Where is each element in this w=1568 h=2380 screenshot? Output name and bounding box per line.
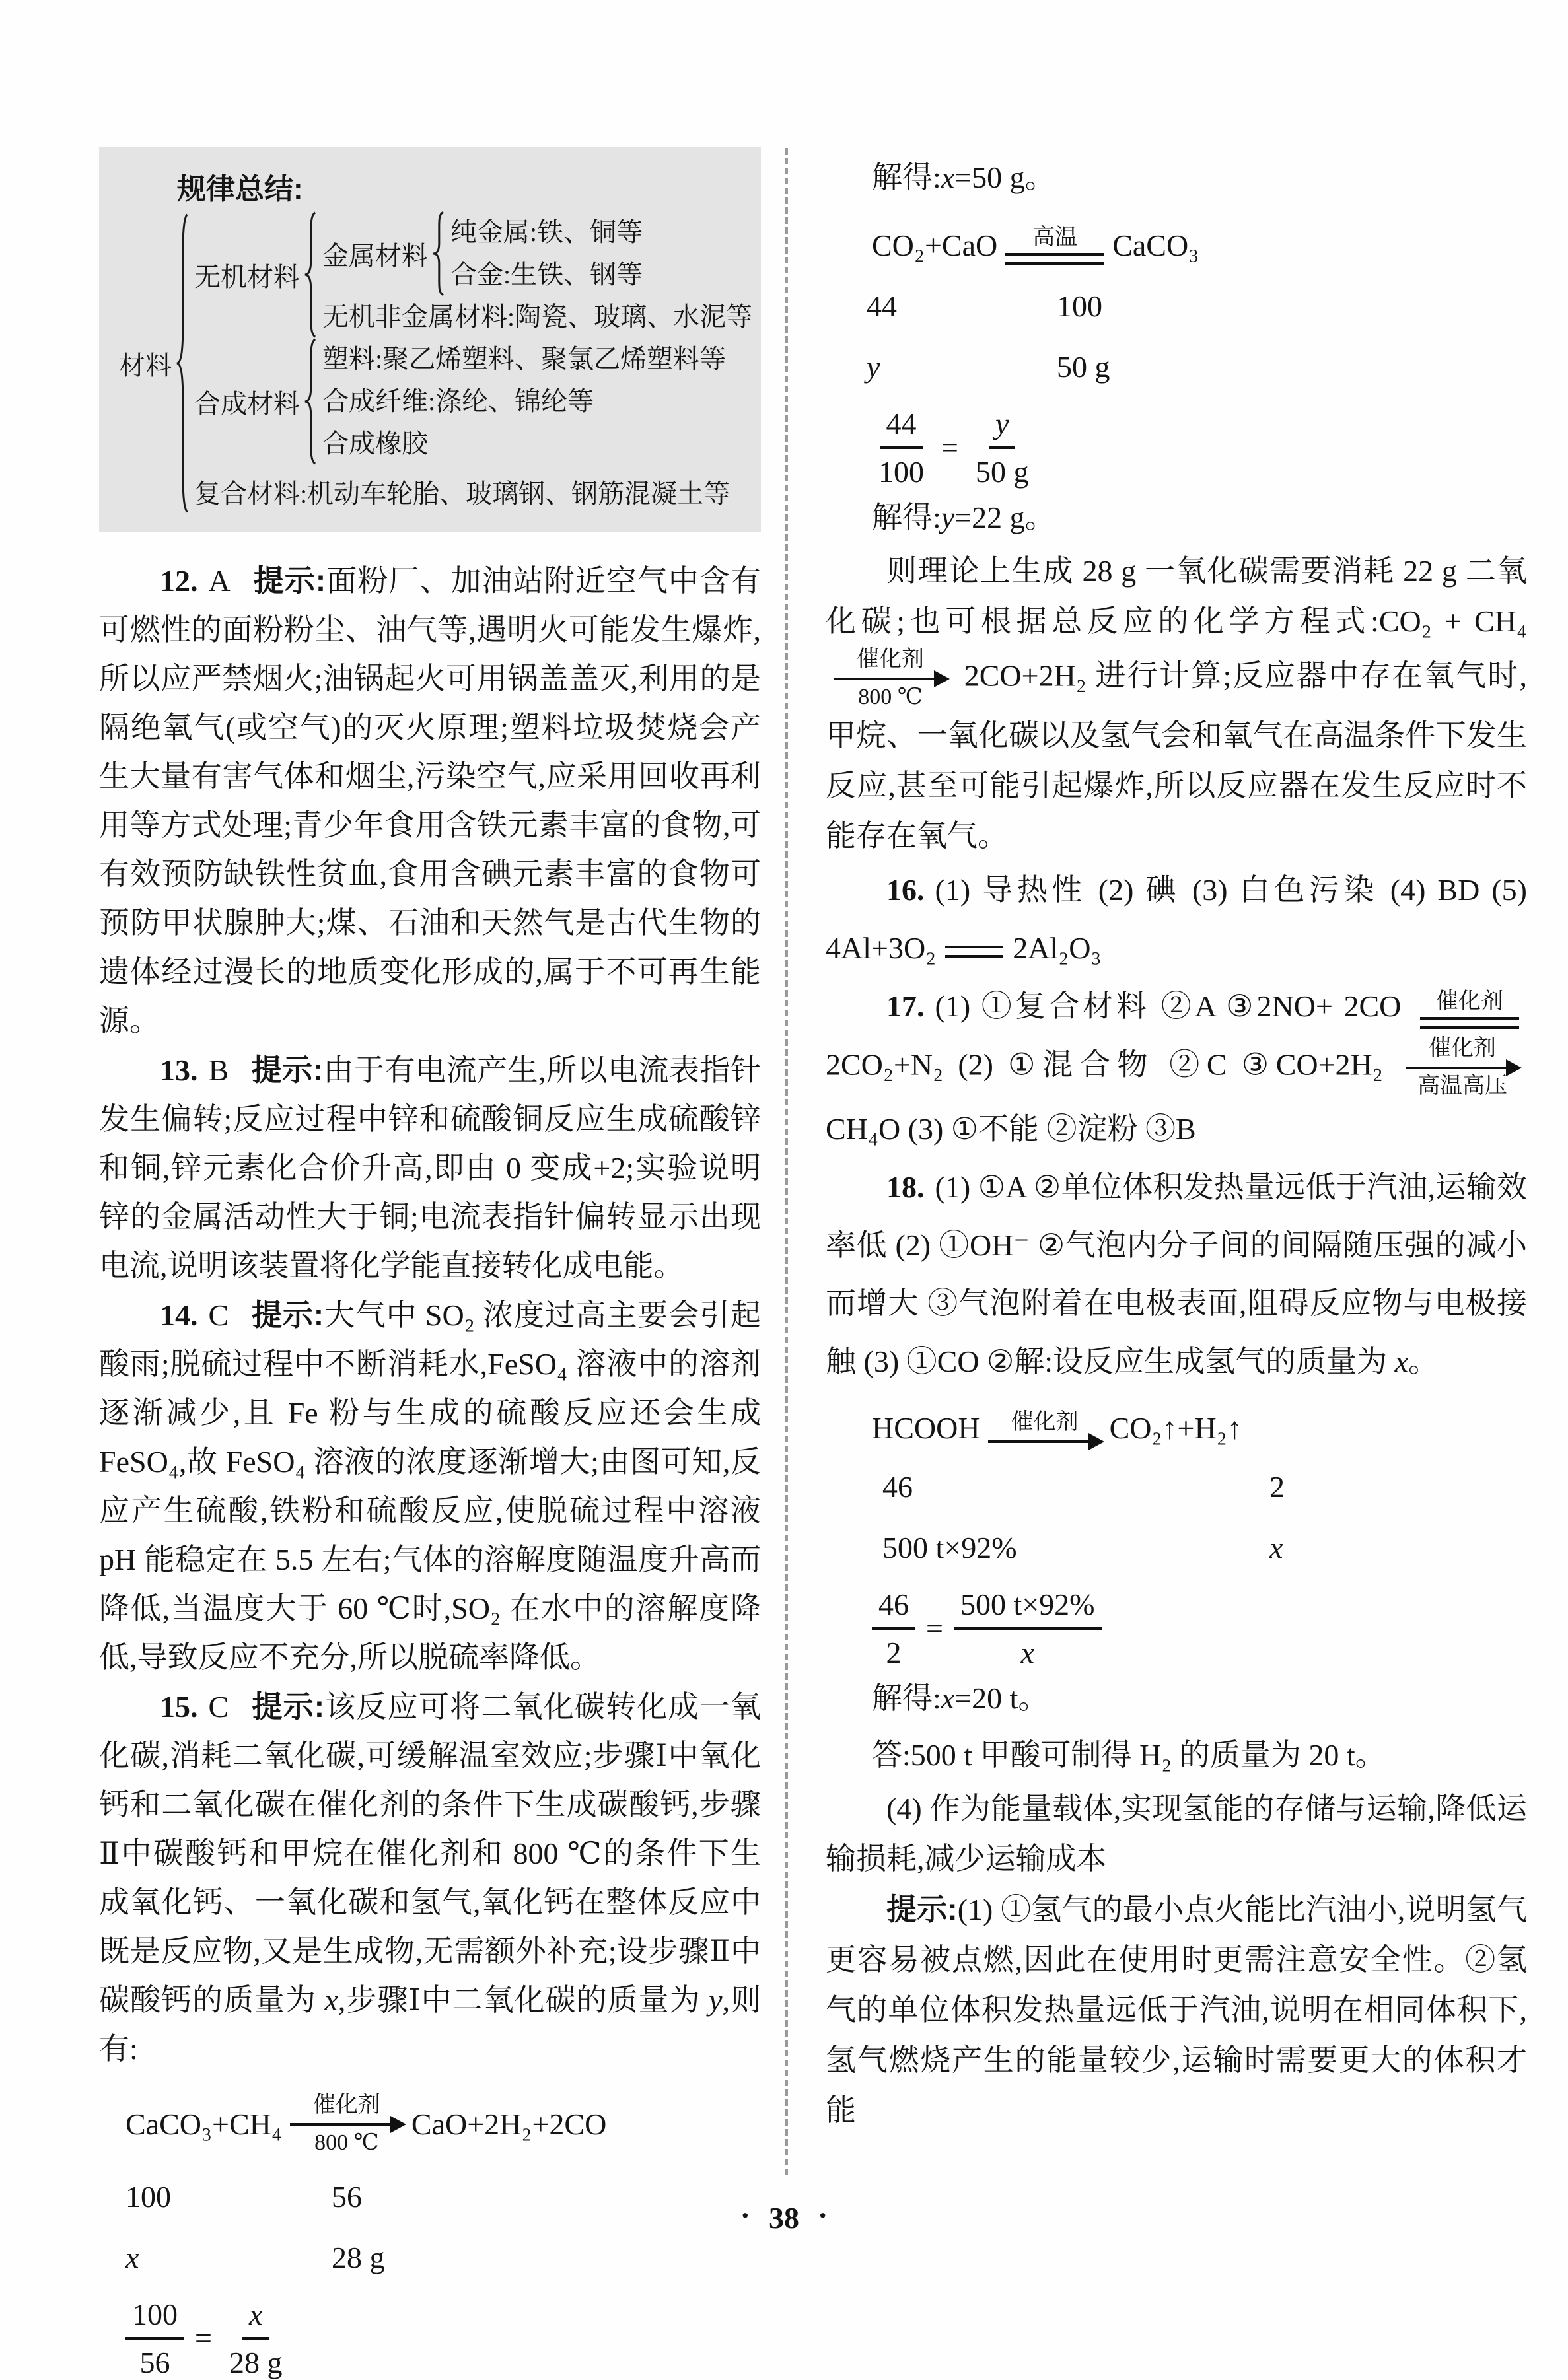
- formula-reactants: CO₂+CaO: [872, 228, 998, 262]
- summary-box: [99, 147, 761, 532]
- tree-branch-synthetic: [194, 338, 752, 465]
- solve-x50: 解得:x=50 g。: [872, 160, 1055, 194]
- reaction-arrow: [1406, 1035, 1519, 1100]
- question-number: 17.: [886, 989, 925, 1024]
- proportion-row: [867, 347, 1527, 388]
- condition-above: 催化剂: [1429, 1036, 1496, 1061]
- summary-title: 规律总结:: [177, 173, 303, 205]
- formula-reactants: CaCO₃+CH₄: [125, 2107, 282, 2142]
- materials-tree: [119, 211, 761, 515]
- answer-18-4: (4) 作为能量载体,实现氢能的存储与运输,降低运输损耗,减少运输成本: [826, 1791, 1527, 1875]
- given-mass: 500 t×92%: [882, 1530, 1017, 1564]
- tree-leaf-fiber: 合成纤维:涤纶、锦纶等: [322, 386, 594, 416]
- tree-node-synthetic: 合成材料: [194, 388, 300, 419]
- answer-text: ②淀粉 ③B: [1046, 1111, 1196, 1146]
- question-number: 14.: [160, 1298, 198, 1332]
- condition-above: 催化剂: [1011, 1409, 1079, 1434]
- answer-text: 由于有电流产生,所以电流表指针发生偏转;反应过程中锌和硫酸铜反应生成硫酸锌和铜,锌元素化合价升高,即由 0 变成+2;实验说明锌的金属活动性大于铜;电流表指针偏转显示出现电流,说明该装置将化学能直接转化成电能。: [99, 1053, 762, 1282]
- molar-mass: 46: [882, 1469, 913, 1504]
- answer-text: 2CO₂+N₂ (2) ①混合物 ②C ③CO+2H₂: [826, 1047, 1383, 1082]
- given-mass: 28 g: [332, 2240, 385, 2274]
- answer-letter: A: [208, 564, 231, 598]
- answer-16: [826, 861, 1527, 977]
- answer-letter: C: [208, 1690, 229, 1724]
- equation-cao: [872, 225, 1527, 266]
- solve-y22: 解得:y=22 g。: [872, 500, 1055, 534]
- reaction-equals: [1005, 225, 1104, 266]
- variable-y: y: [941, 500, 955, 534]
- hint-label: 提示:: [251, 1053, 324, 1087]
- double-line-icon: [1005, 253, 1104, 265]
- question-number: 12.: [160, 564, 198, 598]
- answer-text: 。: [1408, 1344, 1439, 1378]
- question-number: 18.: [886, 1170, 925, 1204]
- condition-above: 催化剂: [1436, 989, 1504, 1014]
- reaction-arrow: [988, 1409, 1102, 1447]
- brace-icon: [303, 338, 317, 465]
- proportion-row: [125, 2237, 761, 2278]
- column-divider: [785, 148, 788, 2175]
- answer-letter: C: [208, 1298, 229, 1332]
- formula-products: CaO+2H₂+2CO: [411, 2107, 607, 2142]
- answer-text: (1) ①A ②单位体积发热量远低于汽油,运输效率低 (2) ①OH⁻ ②气泡内分子间的间隔随压强的减小而增大 ③气泡附着在电极表面,阻碍反应物与电极接触 (3) ①CO ②解:设反应生成氢气的质量为: [826, 1170, 1527, 1378]
- given-mass: 50 g: [1057, 349, 1110, 384]
- fraction: $\frac{100}{56}$: [125, 2297, 184, 2380]
- hint-label: 提示:: [251, 1689, 325, 1724]
- equation-15: [125, 2092, 761, 2157]
- hint-18: [826, 1884, 1527, 2136]
- tree-leaf-rubber: 合成橡胶: [322, 429, 428, 458]
- variable-y: y: [867, 349, 880, 384]
- proportion-row: [882, 1527, 1527, 1568]
- equals-sign: =: [926, 1611, 943, 1646]
- fraction: $\frac{44}{100}$: [878, 406, 924, 489]
- condition-above: 催化剂: [312, 2093, 380, 2117]
- fraction: $\frac{y}{50 g}$: [975, 406, 1029, 489]
- answer-text: (1) ①复合材料 ②A ③2NO+: [935, 989, 1333, 1024]
- molar-mass: 100: [125, 2179, 171, 2214]
- footer-dot: ·: [818, 2198, 828, 2232]
- variable-x: x: [941, 160, 955, 194]
- variable-x: x: [125, 2240, 139, 2274]
- condition-above: 催化剂: [857, 647, 924, 672]
- double-equals-icon: [945, 946, 1003, 958]
- answer-text: 面粉厂、加油站附近空气中含有可燃性的面粉粉尘、油气等,遇明火可能发生爆炸,所以应严禁烟火;油锅起火可用锅盖盖灭,利用的是隔绝氧气(或空气)的灭火原理;塑料垃圾焚烧会产生大量有害气体和烟尘,污染空气,应采用回收再利用等方式处理;青少年食用含铁元素丰富的食物,可有效预防缺铁性贫血,食用含碘元素丰富的食物可预防甲状腺肿大;煤、石油和天然气是古代生物的遗体经过漫长的地质变化形成的,属于不可再生能源。: [99, 564, 761, 1037]
- tree-level2-synthetic: [322, 338, 726, 465]
- proportion-row: [867, 286, 1527, 327]
- equation-hcooh: [872, 1409, 1527, 1447]
- answer-text: 该反应可将二氧化碳转化成一氧化碳,消耗二氧化碳,可缓解温室效应;步骤Ⅰ中氧化钙和二氧化碳在催化剂的条件下生成碳酸钙,步骤Ⅱ中碳酸钙和甲烷在催化剂和 800 ℃的条件下生成氧化钙、一氧化碳和氢气,氧化钙在整体反应中既是反应物,又是生成物,无需额外补充;设步骤Ⅱ中碳酸钙的质量为: [99, 1690, 761, 2017]
- answer-18: [826, 1158, 1527, 1391]
- page-number: 38: [769, 2201, 799, 2235]
- variable-x: x: [1269, 1530, 1283, 1564]
- formula-reactants: HCOOH: [872, 1411, 980, 1445]
- molar-mass: 2: [1269, 1469, 1285, 1504]
- reaction-arrow: [834, 647, 947, 711]
- question-number: 13.: [160, 1053, 198, 1087]
- answer-14: [99, 1290, 761, 1682]
- footer-dot: ·: [740, 2198, 750, 2232]
- page-footer: [0, 2198, 1568, 2235]
- molar-mass: 100: [1057, 289, 1102, 323]
- tree-leaf-alloy: 合金:生铁、钢等: [450, 260, 643, 289]
- theory-paragraph: 则理论上生成 28 g 一氧化碳需要消耗 22 g 二氧化碳;也可根据总反应的化学方程式:CO₂ + CH₄ 催化剂 800 ℃ 2CO+2H₂ 进行计算;反应器中存在氧气时,甲烷、一氧化碳以及氢气会和氧气在高温条件下发生反应,甚至可能引起爆炸,所以反应器在发生反应时不能存在氧气。: [826, 553, 1527, 853]
- arrow-icon: [988, 1440, 1102, 1443]
- answer-17: [826, 977, 1527, 1158]
- fraction: $\frac{x}{28 g}$: [229, 2297, 283, 2379]
- proportion-equation: [125, 2297, 761, 2380]
- tree-branch-inorganic: [194, 211, 752, 338]
- arrow-icon: [290, 2123, 404, 2126]
- variable-x: x: [941, 1681, 955, 1715]
- double-line-icon: [1420, 1017, 1519, 1029]
- tree-leaf-composite: 复合材料:机动车轮胎、玻璃钢、钢筋混凝土等: [194, 479, 731, 508]
- proportion-row: [882, 1467, 1527, 1508]
- tree-root-label: 材料: [119, 350, 172, 380]
- hint-label: 提示:: [886, 1891, 958, 1926]
- equals-sign: =: [195, 2321, 212, 2356]
- answer-text: CH₄O (3) ①不能: [826, 1111, 1040, 1146]
- tree-level1: [194, 211, 752, 515]
- formula-products: CO₂↑+H₂↑: [1109, 1411, 1242, 1445]
- tree-level3-metal: [450, 211, 643, 296]
- left-column: [99, 147, 761, 2380]
- tree-node-metal: 金属材料: [322, 240, 428, 271]
- variable-x: x: [324, 1983, 338, 2017]
- variable-y: y: [709, 1983, 723, 2017]
- answer-text: (1) 导热性 (2) 碘 (3) 白色污染 (4) BD (5) 4Al+3O₂: [826, 873, 1527, 965]
- answer-12: [99, 556, 761, 1045]
- answer-15: [99, 1682, 761, 2074]
- answer-text: ,则有:: [99, 1983, 762, 2066]
- tree-node-inorganic: 无机材料: [194, 262, 300, 292]
- formula-reactants: 2CO: [1343, 989, 1402, 1024]
- question-number: 15.: [160, 1690, 198, 1724]
- condition-above: 高温: [1032, 225, 1078, 250]
- solve-x20: 解得:x=20 t。: [872, 1681, 1049, 1715]
- variable-x: x: [1394, 1344, 1408, 1378]
- condition-below: 800 ℃: [858, 684, 923, 709]
- arrow-icon: [834, 678, 947, 680]
- tree-leaf-pure-metal: 纯金属:铁、铜等: [450, 217, 643, 247]
- hint-text: (1) ①氢气的最小点火能比汽油小,说明氢气更容易被点燃,因此在使用时更需注意安全性。②氢气的单位体积发热量远低于汽油,说明在相同体积下,氢气燃烧产生的能量较少,运输时需要更大的体积才能: [826, 1892, 1527, 2127]
- arrow-icon: [1406, 1067, 1519, 1069]
- brace-icon: [431, 211, 445, 296]
- answer-letter: B: [208, 1053, 229, 1087]
- tree-leaf-nonmetal: 无机非金属材料:陶瓷、玻璃、水泥等: [322, 302, 753, 332]
- tree-branch-metal: [322, 211, 752, 296]
- answer-13: [99, 1045, 761, 1290]
- reaction-arrow: [290, 2092, 404, 2157]
- reaction-equals: [1420, 989, 1519, 1030]
- molar-mass: 56: [332, 2179, 362, 2214]
- equals-sign: =: [941, 431, 958, 465]
- brace-icon: [174, 211, 189, 515]
- answer-text: ,步骤Ⅰ中二氧化碳的质量为: [338, 1983, 709, 2017]
- answer-text: 2Al₂O₃: [1013, 931, 1102, 965]
- hint-label: 提示:: [251, 1298, 324, 1332]
- condition-below: 800 ℃: [314, 2130, 379, 2155]
- tree-leaf-plastic: 塑料:聚乙烯塑料、聚氯乙烯塑料等: [322, 344, 727, 374]
- right-column: [826, 149, 1527, 2136]
- fraction: $\frac{46}{2}$: [872, 1587, 915, 1670]
- final-answer-18: 答:500 t 甲酸可制得 H₂ 的质量为 20 t。: [872, 1737, 1386, 1772]
- answer-text: 大气中 SO₂ 浓度过高主要会引起酸雨;脱硫过程中不断消耗水,FeSO₄ 溶液中的溶剂逐渐减少,且 Fe 粉与生成的硫酸反应还会生成 FeSO₄,故 FeSO₄ 溶液的浓度逐渐增大;由图可知,反应产生硫酸,铁粉和硫酸反应,使脱硫过程中溶液 pH 能稳定在 5.5 左右;气体的溶解度随温度升高而降低,当温度大于 60 ℃时,SO₂ 在水中的溶解度降低,导致反应不充分,所以脱硫率降低。: [99, 1298, 761, 1674]
- question-number: 16.: [886, 873, 925, 907]
- molar-mass: 44: [867, 289, 897, 323]
- proportion-equation: [872, 406, 1527, 489]
- tree-level2-inorganic: [322, 211, 752, 338]
- proportion-equation: [872, 1587, 1527, 1670]
- formula-products: CaCO₃: [1112, 228, 1199, 262]
- fraction: $\frac{500 t\times 92\%}{x}$: [954, 1587, 1102, 1670]
- brace-icon: [303, 211, 317, 338]
- condition-below: 高温高压: [1417, 1074, 1507, 1099]
- hint-label: 提示:: [252, 563, 326, 598]
